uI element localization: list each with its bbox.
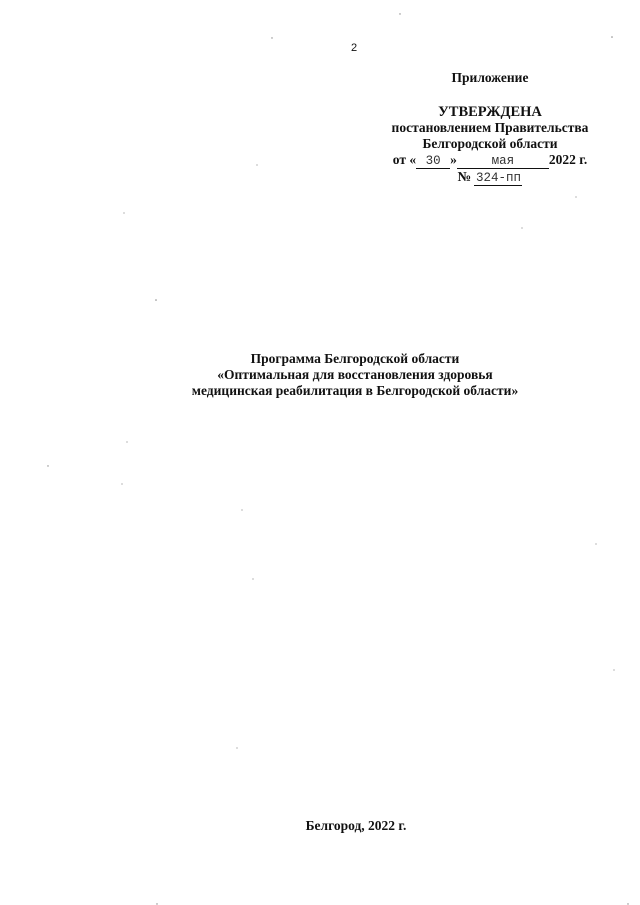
approved-heading: УТВЕРЖДЕНА	[438, 104, 542, 120]
date-year: 2022 г.	[548, 152, 588, 167]
program-title-line-2: «Оптимальная для восстановления здоровья	[217, 367, 493, 382]
program-title-line-1: Программа Белгородской области	[250, 351, 460, 366]
program-title	[120, 351, 590, 399]
page-number: 2	[350, 42, 358, 54]
date-mid: »	[450, 152, 457, 167]
resolution-number-field: 324-пп	[475, 171, 521, 185]
number-sign: №	[457, 169, 472, 184]
approval-date-line	[360, 152, 620, 169]
approval-number-line	[360, 169, 620, 186]
approved-by-line-1: постановлением Правительства	[391, 120, 589, 135]
approved-by-line-2: Белгородской области	[422, 136, 558, 151]
appendix-label: Приложение	[451, 70, 529, 85]
program-title-line-3: медицинская реабилитация в Белгородской области»	[191, 383, 519, 398]
place-and-year: Белгород, 2022 г.	[305, 818, 407, 833]
date-day-field: 30	[416, 155, 450, 169]
date-month-field: мая	[457, 155, 549, 169]
date-prefix: от «	[392, 152, 417, 167]
approval-block	[360, 70, 620, 186]
